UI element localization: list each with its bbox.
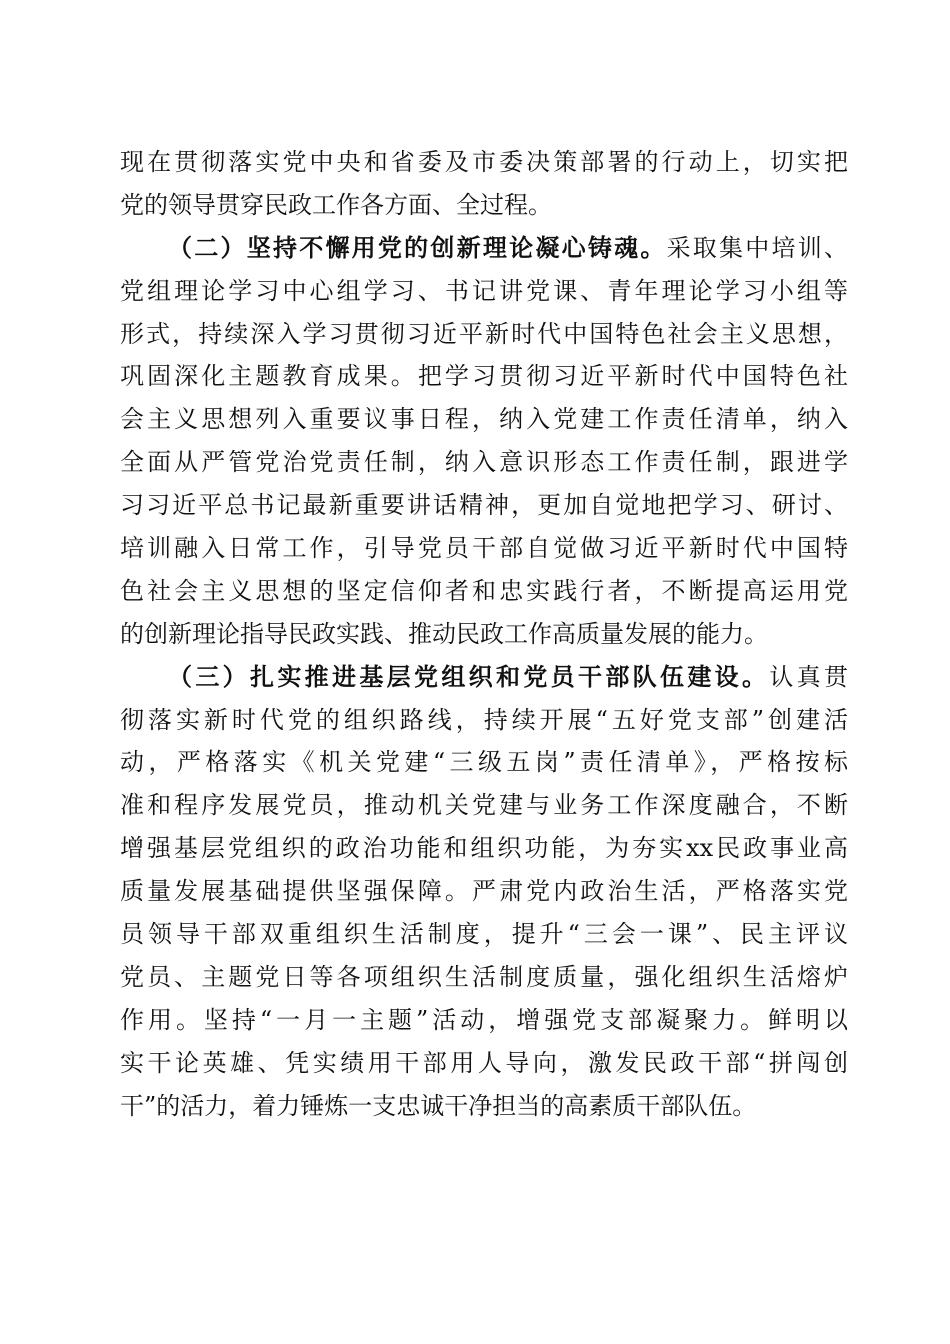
text-line: 全面从严管党治党责任制，纳入意识形态工作责任制，跟进学 xyxy=(120,448,848,477)
text-line: 党员、主题党日等各项组织生活制度质量，强化组织生活熔炉 xyxy=(120,962,848,991)
text-fragment: 采取集中培训、 xyxy=(666,233,849,262)
text-line: 党组理论学习中心组学习、书记讲党课、青年理论学习小组等 xyxy=(120,276,848,305)
text-line: 的创新理论指导民政实践、推动民政工作高质量发展的能力。 xyxy=(120,619,768,648)
text-line: 习习近平总书记最新重要讲话精神，更加自觉地把学习、研讨、 xyxy=(120,491,848,520)
document-page xyxy=(120,141,848,1127)
text-line: 彻落实新时代党的组织路线，持续开展“五好党支部”创建活 xyxy=(120,705,848,734)
text-line: 党的领导贯穿民政工作各方面、全过程。 xyxy=(120,190,552,219)
section-heading-line xyxy=(120,656,848,699)
section-heading: （二）坚持不懈用党的创新理论凝心铸魂。 xyxy=(168,232,667,262)
text-line: 形式，持续深入学习贯彻习近平新时代中国特色社会主义思想， xyxy=(120,319,848,348)
text-line: 巩固深化主题教育成果。把学习贯彻习近平新时代中国特色社 xyxy=(120,362,848,391)
text-line: 会主义思想列入重要议事日程，纳入党建工作责任清单，纳入 xyxy=(120,405,848,434)
text-line: 培训融入日常工作，引导党员干部自觉做习近平新时代中国特 xyxy=(120,534,848,563)
section-heading-line xyxy=(120,227,848,270)
text-line: 准和程序发展党员，推动机关党建与业务工作深度融合，不断 xyxy=(120,791,848,820)
section-heading: （三）扎实推进基层党组织和党员干部队伍建设。 xyxy=(168,661,770,691)
text-line: 干”的活力，着力锤炼一支忠诚干净担当的高素质干部队伍。 xyxy=(120,1091,757,1120)
text-line: 实干论英雄、凭实绩用干部用人导向，激发民政干部“拼闯创 xyxy=(120,1048,848,1077)
text-line: 作用。坚持“一月一主题”活动，增强党支部凝聚力。鲜明以 xyxy=(120,1005,848,1034)
text-line: 增强基层党组织的政治功能和组织功能，为夯实xx民政事业高 xyxy=(120,834,848,863)
text-line: 质量发展基础提供坚强保障。严肃党内政治生活，严格落实党 xyxy=(120,877,848,906)
text-line: 动，严格落实《机关党建“三级五岗”责任清单》，严格按标 xyxy=(120,748,848,777)
text-line: 员领导干部双重组织生活制度，提升“三会一课”、民主评议 xyxy=(120,920,848,949)
text-fragment: 认真贯 xyxy=(769,662,849,691)
text-line: 现在贯彻落实党中央和省委及市委决策部署的行动上，切实把 xyxy=(120,148,848,176)
text-line: 色社会主义思想的坚定信仰者和忠实践行者，不断提高运用党 xyxy=(120,576,848,605)
